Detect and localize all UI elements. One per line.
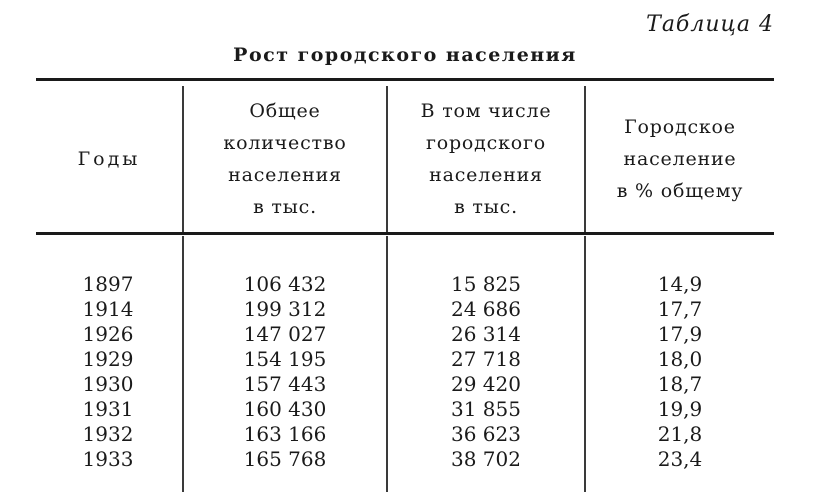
column-header-urban-population-text: В том числе городского населения в тыс. — [420, 100, 552, 218]
total-population-cell: 154 195 — [243, 347, 327, 371]
column-header-years — [36, 86, 182, 232]
table-row — [0, 372, 840, 397]
total-population-cell: 160 430 — [243, 397, 327, 421]
year-cell: 1926 — [82, 322, 134, 346]
total-population-cell: 147 027 — [243, 322, 327, 346]
column-header-total-population-text: Общее количество населения в тыс. — [223, 100, 347, 218]
urban-population-cell: 38 702 — [451, 447, 521, 471]
table-row — [0, 422, 840, 447]
urban-percent-cell: 18,7 — [657, 372, 703, 396]
header-bottom-rule — [36, 232, 774, 235]
column-header-urban-population — [388, 86, 584, 232]
urban-population-cell: 36 623 — [451, 422, 521, 446]
total-population-cell: 163 166 — [243, 422, 327, 446]
year-cell: 1933 — [82, 447, 134, 471]
column-header-years-text: Годы — [77, 148, 141, 170]
urban-population-cell: 27 718 — [451, 347, 521, 371]
year-cell: 1929 — [82, 347, 134, 371]
table-body — [0, 272, 840, 472]
urban-percent-cell: 17,9 — [657, 322, 703, 346]
table-row — [0, 297, 840, 322]
table-row — [0, 447, 840, 472]
urban-population-cell: 26 314 — [451, 322, 521, 346]
column-header-urban-percent-text: Городское население в % общему — [616, 116, 744, 202]
urban-percent-cell: 14,9 — [657, 272, 703, 296]
table-title: Рост городского населения — [233, 44, 577, 66]
urban-percent-cell: 17,7 — [657, 297, 703, 321]
year-cell: 1931 — [82, 397, 134, 421]
total-population-cell: 165 768 — [243, 447, 327, 471]
year-cell: 1914 — [82, 297, 134, 321]
year-cell: 1897 — [82, 272, 134, 296]
table-row — [0, 347, 840, 372]
column-header-urban-percent — [586, 86, 774, 232]
column-header-total-population — [184, 86, 386, 232]
table-row — [0, 272, 840, 297]
header-top-rule — [36, 78, 774, 81]
urban-percent-cell: 23,4 — [657, 447, 703, 471]
urban-population-cell: 24 686 — [451, 297, 521, 321]
table-row — [0, 397, 840, 422]
year-cell: 1930 — [82, 372, 134, 396]
urban-percent-cell: 19,9 — [657, 397, 703, 421]
urban-percent-cell: 21,8 — [657, 422, 703, 446]
total-population-cell: 157 443 — [243, 372, 327, 396]
table-number-label: Таблица 4 — [646, 12, 774, 37]
urban-percent-cell: 18,0 — [657, 347, 703, 371]
table-row — [0, 322, 840, 347]
urban-population-cell: 31 855 — [451, 397, 521, 421]
year-cell: 1932 — [82, 422, 134, 446]
urban-population-cell: 15 825 — [451, 272, 521, 296]
total-population-cell: 199 312 — [243, 297, 327, 321]
urban-population-cell: 29 420 — [451, 372, 521, 396]
total-population-cell: 106 432 — [243, 272, 327, 296]
